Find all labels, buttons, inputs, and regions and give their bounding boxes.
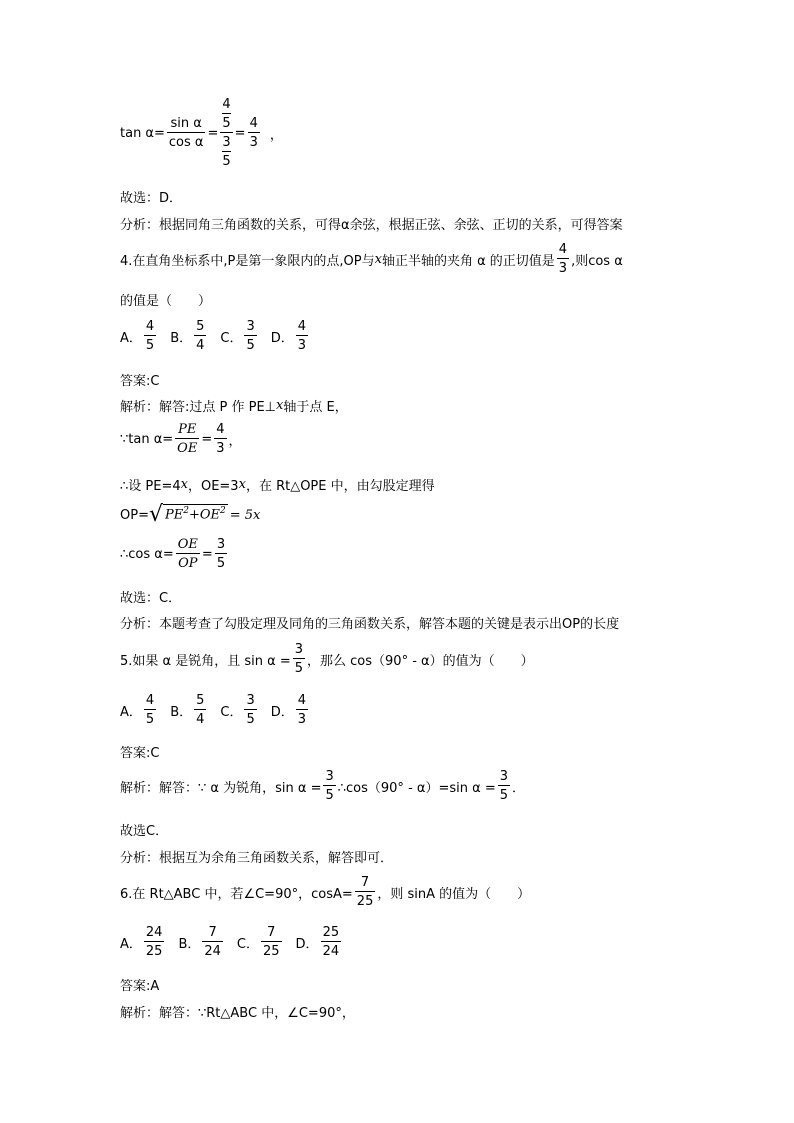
- result-fraction: $\frac{4}{3}$: [249, 116, 258, 150]
- q4-options: [120, 320, 310, 352]
- option-b: B． $\frac{5}{4}$: [170, 319, 205, 353]
- option-a: A． $\frac{24}{25}$: [120, 925, 163, 959]
- q4-stem-2: 的值是（ ）: [120, 294, 212, 309]
- equals-sign-2: =: [234, 125, 246, 141]
- q4-cos-line: ∴cos α= $\frac{OE}{OP}$ = $\frac{3}{5}$: [120, 537, 226, 571]
- q6-answer: 答案:A: [120, 979, 160, 994]
- comma: ，: [269, 127, 283, 143]
- q5-solution: 解析：解答：∵ α 为锐角，sin α = $\frac{3}{5}$ ∴cos（90° - α）=sin α = $\frac{3}{5}$ ．: [120, 769, 526, 803]
- q5-answer: 答案:C: [120, 746, 160, 761]
- q5-choose: 故选C．: [120, 824, 169, 839]
- choose-d: 故选：D．: [120, 191, 183, 206]
- q6-stem: 6.在 Rt△ABC 中，若∠C=90°，cosA= $\frac{7}{25}$ ，则 sinA 的值为（ ）: [120, 875, 531, 909]
- option-b: B． $\frac{5}{4}$: [170, 693, 205, 727]
- option-b: B． $\frac{7}{24}$: [178, 925, 221, 959]
- q4-analysis: 分析：本题考查了勾股定理及同角的三角函数关系，解答本题的关键是表示出OP的长度: [120, 617, 620, 632]
- option-c: C． $\frac{3}{5}$: [220, 693, 255, 727]
- tan-lhs: tan α=: [120, 125, 165, 141]
- analysis-1: 分析：根据同角三角函数的关系，可得α余弦，根据正弦、余弦、正切的关系，可得答案: [120, 218, 623, 233]
- q5-options: [120, 694, 310, 726]
- option-a: A． $\frac{4}{5}$: [120, 693, 155, 727]
- q4-stem: 4.在直角坐标系中,P是第一象限内的点,OP与 x 轴正半轴的夹角 α 的正切值是 $\frac{4}{3}$ ,则cos α: [120, 242, 623, 276]
- option-d: D． $\frac{25}{24}$: [295, 925, 340, 959]
- q6-solution-1: 解析：解答：∵Rt△ABC 中，∠C=90°，: [120, 1006, 355, 1021]
- option-d: D． $\frac{4}{3}$: [270, 693, 307, 727]
- option-c: C． $\frac{3}{5}$: [220, 319, 255, 353]
- q5-stem: 5.如果 α 是锐角，且 sin α = $\frac{3}{5}$ ，那么 cos（90° - α）的值为（ ）: [120, 642, 534, 676]
- tan-formula-line: [120, 98, 283, 168]
- q4-op-line: OP= √ $PE^2+OE^2$ = 5x: [120, 502, 261, 527]
- q5-analysis: 分析：根据互为余角三角函数关系，解答即可．: [120, 851, 394, 866]
- sqrt-expression: √ $PE^2+OE^2$: [148, 502, 226, 527]
- q6-options: [120, 926, 343, 958]
- sin-over-cos-fraction: $\frac{\text{sin α}}{\text{cos α}}$: [168, 116, 204, 150]
- option-c: C． $\frac{7}{25}$: [236, 925, 280, 959]
- q4-answer: 答案:C: [120, 374, 160, 389]
- q4-tan-line: ∵tan α= $\frac{PE}{OE}$ = $\frac{4}{3}$ ，: [120, 422, 242, 456]
- q4-tangent-fraction: $\frac{4}{3}$: [558, 242, 568, 276]
- equals-sign: =: [207, 125, 219, 141]
- compound-fraction: 4 5 3 5: [222, 97, 231, 169]
- option-a: A． $\frac{4}{5}$: [120, 319, 155, 353]
- q4-choose: 故选：C．: [120, 591, 182, 606]
- option-d: D． $\frac{4}{3}$: [270, 319, 307, 353]
- q4-solution-1: 解析：解答:过点 P 作 PE⊥ x 轴于点 E，: [120, 398, 348, 415]
- q4-set-line: ∴设 PE=4 x ，OE=3 x ，在 Rt△OPE 中，由勾股定理得: [120, 477, 435, 494]
